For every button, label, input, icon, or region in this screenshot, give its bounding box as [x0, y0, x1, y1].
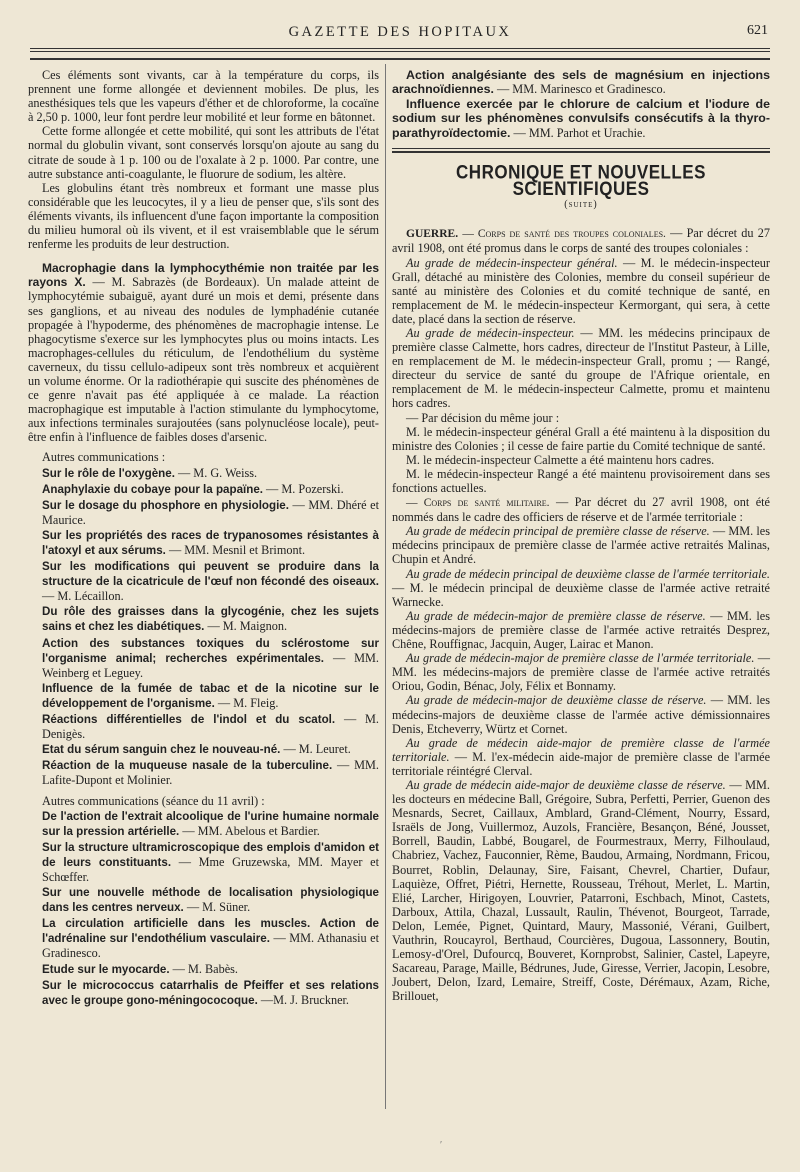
chronique-body [392, 226, 770, 1003]
paragraph: — Par décision du même jour : [406, 410, 560, 425]
paragraph: Au grade de médecin-inspecteur. — MM. les médecins principaux de première classe Calmette, hors cadres, directeur de l'Institut Pasteur, à Lille, en remplacement de M. le médecin-inspecteur Grall, promu ; — Rangé, directeur du service de santé du groupe de l'Afrique orientale, en remplacement de M. le médecin-inspecteur Calmette, promu et maintenu hors cadres. [392, 325, 770, 411]
communication-item: Action des substances toxiques du sclérostome sur l'organisme animal; recherches expérimentales. — MM. Weinberg et Leguey. [42, 636, 379, 680]
paragraph: Au grade de médecin aide-major de première classe de l'armée territoriale. — M. l'ex-médecin aide-major de première classe de l'armée territoriale réintégré Clerval. [392, 735, 771, 778]
communication-item: La circulation artificielle dans les muscles. Action de l'adrénaline sur l'endothélium vasculaire. — MM. Athanasiu et Gradinesco. [42, 917, 380, 961]
article-title: Influence exercée par le chlorure de calcium et l'iodure de sodium sur les phénomènes convulsifs consécutifs à la thyro-parathyroïdectomie. [392, 96, 770, 140]
section-subtitle: (suite) [564, 199, 598, 211]
article-title: Macrophagie dans la lymphocythémie non traitée par les rayons X. [28, 261, 379, 290]
print-mark: ʹ [440, 1140, 443, 1151]
article-entry [392, 68, 770, 97]
article-entry [392, 97, 770, 140]
communication-item: Réaction de la muqueuse nasale de la tuberculine. — MM. Lafite-Dupont et Molinier. [42, 758, 379, 788]
communication-item: Anaphylaxie du cobaye pour la papaïne. — M. Pozerski. [42, 481, 344, 496]
right-column [392, 68, 770, 1003]
header-rule-double [30, 51, 770, 52]
paragraph: — Corps de santé militaire. — Par décret du 27 avril 1908, ont été nommés dans le cadre des officiers de réserve et de l'armée territoriale : [392, 495, 770, 525]
communication-item: Influence de la fumée de tabac et de la nicotine sur le développement de l'organisme. — M. Fleig. [42, 681, 379, 710]
journal-title: GAZETTE DES HOPITAUX [288, 24, 512, 40]
article-author: — M. Sabrazès (de Bordeaux). [92, 275, 260, 290]
communication-item: Sur le micrococcus catarrhalis de Pfeiffer et ses relations avec le groupe gono-méningococoque. —M. J. Bruckner. [42, 978, 379, 1007]
communication-item: Réactions différentielles de l'indol et du scatol. — M. Denigès. [42, 712, 379, 742]
header-rule-thick [30, 58, 770, 60]
header-rule [30, 48, 770, 49]
communication-item: Sur le rôle de l'oxygène. — M. G. Weiss. [42, 465, 258, 480]
section-label: GUERRE. [406, 228, 459, 241]
communication-item: Du rôle des graisses dans la glycogénie, chez les sujets sains et chez les diabétiques. — M. Maignon. [42, 605, 379, 634]
section-rule [392, 148, 770, 149]
section-title: CHRONIQUE ET NOUVELLES SCIENTIFIQUES [456, 161, 706, 200]
paragraph: Au grade de médecin principal de première classe de réserve. — MM. les médecins principaux de première classe de l'armée active retraités Malinas, Chupin et André. [392, 524, 770, 567]
communications-label: Autres communications : [42, 450, 166, 465]
left-column [28, 68, 379, 1008]
subsection-head: — Corps de santé des troupes coloniales. [462, 228, 666, 241]
communications-label: Autres communications (séance du 11 avril) : [42, 793, 265, 808]
communication-item: Sur les modifications qui peuvent se produire dans la structure de la cicatricule de l'œuf non fécondé des oiseaux. — M. Lécaillon. [42, 560, 379, 604]
communication-item: Sur les propriétés des races de trypanosomes résistantes à l'atoxyl et aux sérums. — MM. Mesnil et Brimont. [42, 528, 379, 557]
article-author: — MM. Marinesco et Gradinesco. [496, 82, 666, 97]
macrophagie-article [28, 261, 379, 444]
paragraph: Au grade de médecin-major de première classe de réserve. — MM. les médecins-majors de première classe de l'armée active retraités Desprez, Chêne, Rouffignac, Jacquin, Auger, Lairac et Manon. [392, 608, 770, 652]
paragraph: Au grade de médecin-inspecteur général. — M. le médecin-inspecteur Grall, détaché au ministère des Colonies, membre du conseil supérieur de santé au ministère des Colonies et du comité technique de santé, en remplacement de M. le médecin-inspecteur Kermorgant, qui sera, à cette date, placé dans la section de réserve. [392, 255, 770, 326]
article-text: Un malade atteint de lymphocytémie subaiguë, ayant duré un mois et demi, présente dans ses ganglions, et au niveau des nodules de lymphadénie cutanée propagée à l'hypoderme, des phénomènes de macrophagie intense. Le phagocytisme s'exerce sur les lymphocytes plus ou moins intacts. Les macrophages-cellules du réticulum, de l'endothélium du système caverneux, du tissu cellulo-adipeux sont très nombreux et acquièrent un volume énorme. Or la radiothérapie qui suscite des phénomènes de ce genre n'avait pas été appliquée à ce malade. La réaction macrophagique est imputable à l'action stimulante du lymphocytome, aux infections terminales surajoutées (sans polynucléose locale), peut-être enfin à l'influence de faibles doses d'arsenic. [28, 275, 380, 445]
article-author: — MM. Parhot et Urachie. [513, 125, 646, 140]
communication-item: Sur la structure ultramicroscopique des emplois d'amidon et de leurs constituants. — Mme Gruzewska, MM. Mayer et Schœffer. [42, 840, 379, 884]
column-divider [385, 64, 386, 1109]
page-header [30, 22, 770, 44]
paragraph: Les globulins étant très nombreux et formant une masse plus considérable que les leucocytes, il y a lieu de penser que, s'ils sont des éléments vivants, ils influencent d'une façon importante la composition du milieu humoral où ils vivent, et il est vraisemblable que le sérum renferme les produits de leur destruction. [28, 180, 379, 252]
communication-item: Etat du sérum sanguin chez le nouveau-né. — M. Leuret. [42, 742, 351, 757]
paragraph: Au grade de médecin-major de deuxième classe de réserve. — MM. les médecins-majors de deuxième classe de l'armée active démissionnaires Denis, Etcheverry, Würtz et Cornet. [392, 693, 770, 736]
communication-item: Sur le dosage du phosphore en physiologie. — MM. Dhéré et Maurice. [42, 497, 379, 527]
paragraph: Au grade de médecin-major de première classe de l'armée territoriale. — MM. les médecins-majors de première classe de l'armée active retraités Oriou, Godin, Bénac, Joly, Félix et Bonnamy. [392, 651, 770, 694]
paragraph: Au grade de médecin aide-major de deuxième classe de réserve. — MM. les docteurs en médecine Ball, Grégoire, Subra, Perfetti, Perrier, Guenon des Mesnards, Secret, Caillaux, Amblard, Grand-Clément, Nourry, Essard, Israëls de Jong, Vuillermoz, Auzols, Francière, Besançon, Béné, Jousset, Borrell, Baudin, Labbé, Bougarel, de Fourmestraux, Merry, Filhoulaud, Chabriez, Vachez, Fauconnier, Rème, Baudou, Armaing, Nordmann, Fricou, Bourret, Roblin, Delaunay, Sire, Faisant, Chevrel, Chartier, Dufaur, Laquièze, Offret, Piétri, Hernette, Rousseau, Tréhout, Merlet, L. Martin, Elié, Larcher, Hirigoyen, Louvrier, Patarroni, Eschbach, Minot, Castets, Darboux, Attila, Chazal, Lussault, Raulin, Thévenot, Bourgeot, Tarrade, Delon, Lemée, Pignet, Quintard, Maury, Massonié, Vérani, Guilbert, Vauthrin, Roucayrol, Berthaud, Courcières, Dugoua, Lassonnery, Boutin, Lemosy-d'Orel, Dufourcq, Bouveret, Kornprobst, Salinier, Castel, Lapeyre, Sacareau, Parage, Maille, Bédrunes, Jude, Giresse, Verrier, Jacopin, Lesobre, Joubert, Delon, Izard, Lemaire, Streiff, Coste, Dérémaux, Azam, Riche, Brillouet, [392, 777, 770, 1004]
communication-item: Sur une nouvelle méthode de localisation physiologique dans les centres nerveux. — M. Süner. [42, 886, 379, 915]
section-rule-thick [392, 151, 770, 153]
paragraph: M. le médecin-inspecteur Rangé a été maintenu provisoirement dans ses fonctions actuelles. [392, 466, 770, 495]
paragraph: Cette forme allongée et cette mobilité, qui sont les attributs de l'état normal du globulin vivant, sont conservés lorsqu'on ajoute au sang du citrate de soude à 1 p. 100 ou de l'oxalate à 2 p. 1000. Par contre, une autre substance anti-coagulante, le fluorure de sodium, les altère. [28, 124, 379, 181]
paragraph: Ces éléments sont vivants, car à la température du corps, ils prennent une forme allongée et deviennent mobiles. De plus, les anesthésiques tels que les vapeurs d'éther et de chloroforme, la cocaïne à 2,50 p. 1000, leur font perdre leur mobilité et leur forme en bâtonnet. [28, 68, 379, 125]
communication-item: Etude sur le myocarde. — M. Babès. [42, 961, 238, 976]
article-title: Action analgésiante des sels de magnésium en injections arachnoïdiennes. [392, 68, 770, 97]
paragraph: Au grade de médecin principal de deuxième classe de l'armée territoriale. — M. le médecin principal de deuxième classe de l'armée active retraité Warnecke. [392, 566, 770, 609]
page-number: 621 [747, 23, 768, 38]
paragraph: M. le médecin-inspecteur général Grall a été maintenu à la disposition du ministre des Colonies ; il cesse de faire partie du Comité technique de santé. [392, 424, 770, 453]
communication-item: De l'action de l'extrait alcoolique de l'urine humaine normale sur la pression artérielle. — MM. Abelous et Bardier. [42, 809, 379, 838]
communications-list [28, 809, 379, 1008]
paragraph: GUERRE. — Corps de santé des troupes coloniales. — Par décret du 27 avril 1908, ont été promus dans le corps de santé des troupes coloniales : [392, 226, 771, 256]
communications-list [28, 466, 379, 788]
paragraph: M. le médecin-inspecteur Calmette a été maintenu hors cadres. [406, 452, 715, 467]
